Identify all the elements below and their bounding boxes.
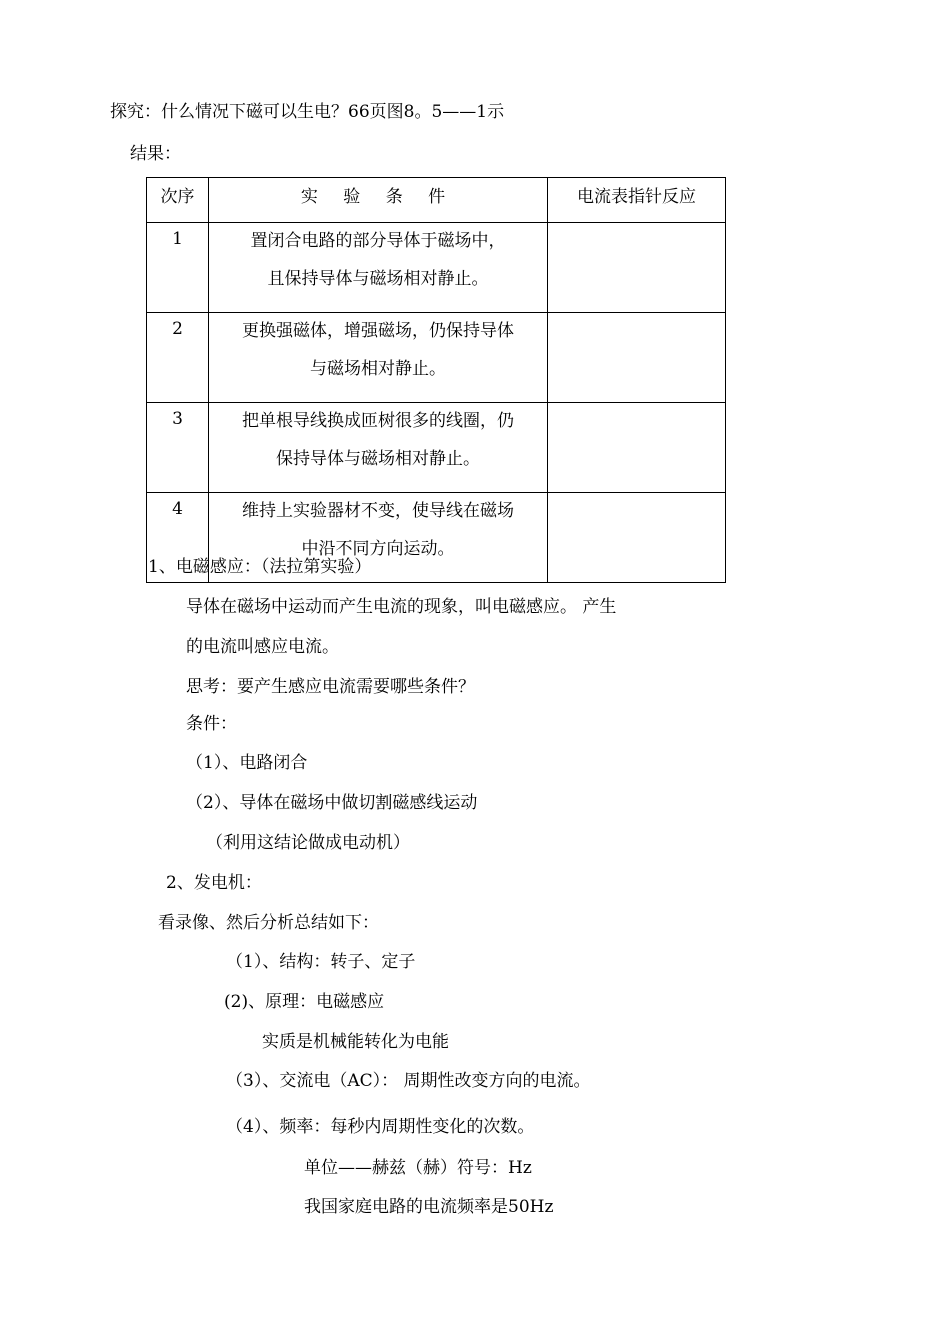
condition-line-1: 更换强磁体，增强磁场，仍保持导体 xyxy=(242,321,514,341)
intro-text: 探究：什么情况下磁可以生电？66页图8。5——1示 xyxy=(110,102,505,122)
experiment-table xyxy=(146,177,726,583)
section1-title: 1、电磁感应：（法拉第实验） xyxy=(148,557,372,577)
row-number: 1 xyxy=(147,223,209,313)
condition-line-2: 中沿不同方向运动。 xyxy=(301,539,455,559)
table-header-row xyxy=(147,178,726,223)
table-row xyxy=(147,223,726,313)
conditions-label: 条件： xyxy=(186,714,237,734)
row-response xyxy=(548,403,726,493)
condition-line-2: 与磁场相对静止。 xyxy=(310,359,446,379)
row-condition xyxy=(209,313,548,403)
row-number: 3 xyxy=(147,403,209,493)
row-condition xyxy=(209,403,548,493)
row-response xyxy=(548,223,726,313)
section2-title: 2、发电机： xyxy=(166,873,262,893)
definition-line-1: 导体在磁场中运动而产生电流的现象，叫电磁感应。 产生 xyxy=(186,597,617,617)
row-number: 4 xyxy=(147,493,209,583)
row-response xyxy=(548,313,726,403)
row-response xyxy=(548,493,726,583)
condition-line-2: 保持导体与磁场相对静止。 xyxy=(276,449,480,469)
condition-1: （1）、电路闭合 xyxy=(186,753,308,773)
header-response: 电流表指针反应 xyxy=(548,178,726,223)
header-order: 次序 xyxy=(147,178,209,223)
table-row xyxy=(147,403,726,493)
generator-principle: (2)、原理：电磁感应 xyxy=(224,992,385,1012)
household-frequency: 我国家庭电路的电流频率是50Hz xyxy=(304,1197,554,1217)
condition-2: （2）、导体在磁场中做切割磁感线运动 xyxy=(186,793,478,813)
motor-note: （利用这结论做成电动机） xyxy=(206,833,410,853)
row-number: 2 xyxy=(147,313,209,403)
think-question: 思考：要产生感应电流需要哪些条件？ xyxy=(186,677,475,697)
table-row xyxy=(147,313,726,403)
row-condition xyxy=(209,223,548,313)
definition-line-2: 的电流叫感应电流。 xyxy=(186,637,339,657)
alternating-current: （3）、交流电（AC）： 周期性改变方向的电流。 xyxy=(226,1071,591,1091)
header-condition: 实 验 条 件 xyxy=(209,178,548,223)
condition-line-2: 且保持导体与磁场相对静止。 xyxy=(267,269,489,289)
condition-line-1: 置闭合电路的部分导体于磁场中， xyxy=(250,231,506,251)
frequency-definition: （4）、频率：每秒内周期性变化的次数。 xyxy=(226,1117,535,1137)
condition-line-1: 维持上实验器材不变，使导线在磁场 xyxy=(242,501,514,521)
section2-intro: 看录像、然后分析总结如下： xyxy=(158,913,379,933)
energy-conversion: 实质是机械能转化为电能 xyxy=(262,1032,449,1052)
result-label: 结果： xyxy=(130,144,181,164)
frequency-unit: 单位——赫兹（赫）符号：Hz xyxy=(304,1158,532,1178)
generator-structure: （1）、结构：转子、定子 xyxy=(226,952,416,972)
condition-line-1: 把单根导线换成匝树很多的线圈，仍 xyxy=(242,411,514,431)
